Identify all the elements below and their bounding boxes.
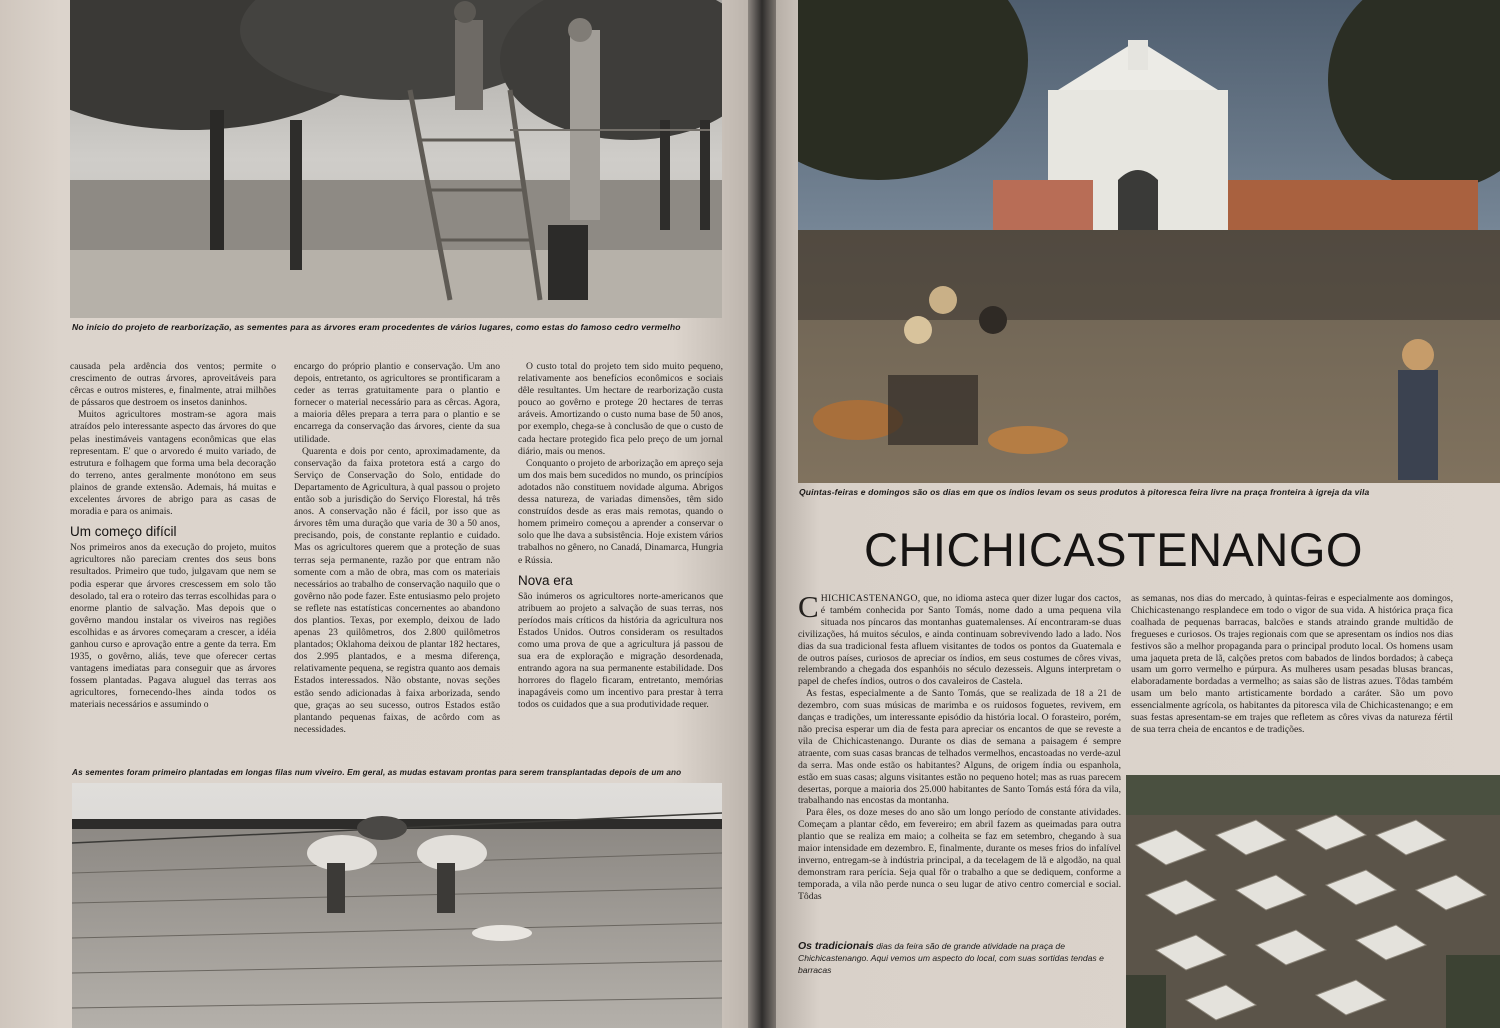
church-photo-caption: Quintas-feiras e domingos são os dias em que os índios levam os seus produtos à pitoresca feira livre na praça fronteira à igreja da vila xyxy=(799,487,1370,497)
market-figure-caption xyxy=(798,940,1133,976)
paragraph: Para êles, os doze meses do ano são um longo período de constante atividades. Começam a plantar cêdo, em fevereiro; em abril fazem as queimadas para outra plantio que se realiza em maio; a colheita se faz em setembro, chegando à sua maior intensidade em dezembro. E, finalmente, durante os meses frios do infalível inverno, entregam-se à indústria principal, a da tecelagem de lã e algodão, na qual demonstram rara perícia. Seja qual fôr o trabalho a que se dediquem, conforme a temporada, a vila não perde nunca o seu lugar de ativo centro comercial e social. Tôdas xyxy=(798,807,1121,902)
paragraph: Muitos agricultores mostram-se agora mais atraídos pelo interessante aspecto das árvores do que pelas inestimáveis vantagens econômicas que elas representam. E' que o arvoredo é muito variado, de estrutura e folhagem que forma uma bela decoração do terreno, antes geralmente monótono em seus plainos de grande extensão. Ademais, há muitas e excelentes árvores de abrigo para as casas de moradia e para os animais. xyxy=(70,409,276,518)
article-title: CHICHICASTENANGO xyxy=(864,523,1363,576)
paragraph: encargo do próprio plantio e conservação. Um ano depois, entretanto, os agricultores se prontificaram a ceder as terras gratuitamente para o plantio e fornecer o material necessário para as cêrcas. Agora, a maioria dêles prepara a terra para o plantio e se encarrega da conservação das árvores, ciente da sua utilidade. xyxy=(294,361,500,445)
figure-caption-lead: Os tradicionais xyxy=(798,940,874,952)
paragraph: O custo total do projeto tem sido muito pequeno, relativamente aos benefícios econômicos e sociais dêle resultantes. Um hectare de rearborização custa pouco ao govêrno e protege 20 hectares de terras aráveis. Amortizando o custo numa base de 50 anos, por exemplo, chega-se à conclusão de que o custo de cada hectare protegido fica pelo preço de um jornal diário, mais ou menos. xyxy=(518,361,723,457)
paragraph: Nos primeiros anos da execução do projeto, muitos agricultores não pareciam crentes dos seus bons resultados. Primeiro que tudo, julgavam que nem se podia esperar que árvores crescessem em solo tão desolado, tal era o roteiro das terras escolhidas para o enorme plantio de salvação. Mas depois que o govêrno mandou instalar os viveiros nas regiões escolhidas e as árvores começaram a crescer, a idéia ganhou curso e aprovação entre a gente da terra. Em 1935, o govêrno, aliás, teve que oferecer certas vantagens imediatas para conseguir que as árvores fossem plantadas. Pagava aluguel das terras aos agricultores, fornecendo-lhes ainda todos os materiais necessários e assumindo o xyxy=(70,542,276,711)
paragraph: As festas, especialmente a de Santo Tomás, que se realizada de 18 a 21 de dezembro, com suas músicas de marimba e os ruidosos foguetes, revivem, em danças e tradições, um interessante episódio da história local. O forasteiro, porém, não precisa esperar um dia de festa para apreciar os encantos de que se reveste a vila de Chichicastenango. Durante os dias de semana a paisagem é sempre atraente, com suas casas brancas de telhados vermelhos, encastoadas no verde-azul da serra. Mas onde estão os habitantes? Alguns, de origem índia ou espanhola, estão em suas casas; alguns visitantes estão no pequeno hotel; mas as ruas parecem desertas, porque a maioria dos 25.000 habitantes de Santo Tomás está fóra da vila, trabalhando nas encostas da montanha. xyxy=(798,688,1121,807)
spine-gutter xyxy=(748,0,776,1028)
subheading-um-comeco-dificil: Um começo difícil xyxy=(70,524,177,540)
paragraph: as semanas, nos dias do mercado, à quintas-feiras e especialmente aos domingos, Chichicastenango resplandece em todo o vigor de sua vida. A histórica praça fica coalhada de pequenas barracas, balcões e stands atraindo grande multidão de fregueses e curiosos. Os trajes regionais com que se apresentam os índios nos dias festivos são a melhor propaganda para o principal produto local. Os homens usam uma jaqueta preta de lã, calções pretos com babados de lindos bordados; à cabeça usam um gorro vermelho e púrpura. As mulheres usam pesadas blusas brancas, elaboradamente bordadas a vermelho; as saias são de listras azues. Tôdas também usam um belo manto artisticamente bordado a caráter. São um povo essencialmente agrícola, os habitantes da pitoresca vila de Chichicastenango; e em suas festas apresentam-se em trajes que refletem as côres vivas da natureza fértil de sua terra cheia de encantos e de tradições. xyxy=(1131,593,1453,735)
paragraph: Conquanto o projeto de arborização em apreço seja um dos mais bem sucedidos no mundo, os princípios adotados não constituem novidade alguma. Abrigos dessa natureza, de variadas dimensões, têm sido construídos desde as eras mais remotas, quando o homem primeiro começou a aprender a conservar o solo que lhe dava a subsistência. Hoje existem vários trabalhos no gênero, no Canadá, Dinamarca, Hungria e Rússia. xyxy=(518,457,723,566)
left-column-1 xyxy=(70,361,276,712)
right-page xyxy=(776,0,1500,1028)
lead-text: , que, no idioma asteca quer dizer lugar dos cactos, é também conhecida por Santo Tomás, nome dado a uma pequena vila situada nos píncaros das montanhas guatemalenses. Aí encontraram-se duas civilizações, há muitos séculos, e ainda continuam sobrevivendo lado a lado. Nos dias da sua tradicional festa afluem visitantes de todos os pontos da Guatemala e de outros países, curiosos de apreciar os índios, em seus costumes de côres vivas, relembrando a chegada dos espanhóis no século dezesseis. Alguns interpretam o papel de chefes índios, outros o dos cavaleiros de Castela. xyxy=(798,593,1121,688)
market-church-photo xyxy=(798,0,1500,483)
field-planting-photo xyxy=(72,783,722,1028)
subheading-nova-era: Nova era xyxy=(518,572,573,588)
market-tents-photo xyxy=(1126,775,1500,1028)
paragraph: causada pela ardência dos ventos; permite o crescimento de outras árvores, aproveitáveis para cêrcas e outros misteres, e, finalmente, atrai milhões de pássaros que destroem os insetos daninhos. xyxy=(70,361,276,409)
tree-planting-photo xyxy=(70,0,722,318)
top-photo-caption: No início do projeto de rearborização, as sementes para as árvores eram procedentes de vários lugares, como estas do famoso cedro vermelho xyxy=(72,322,681,332)
right-column-2 xyxy=(1131,593,1453,736)
right-column-1 xyxy=(798,589,1121,903)
bottom-photo-caption: As sementes foram primeiro plantadas em longas filas num viveiro. Em geral, as mudas estavam prontas para serem transplantadas depois de um ano xyxy=(72,768,682,777)
figure-caption-text: dias da feira são de grande atividade na praça de Chichicastenango. Aqui vemos um aspecto do local, com suas sortidas tendas e barracas xyxy=(798,941,1104,975)
left-page xyxy=(0,0,748,1028)
drop-cap: C xyxy=(798,589,819,624)
left-column-3 xyxy=(518,361,723,712)
lead-paragraph xyxy=(798,589,1121,688)
left-column-2 xyxy=(294,361,500,736)
paragraph: São inúmeros os agricultores norte-americanos que atribuem ao projeto a salvação de suas terras, nos períodos mais críticos da história da agricultura nos Estados Unidos. Outros consideram os resultados como uma prova de que a agricultura já passou de sua era de exploração e migração desordenada, entrando agora na sua permanente estabilidade. Dos horrores do flagelo ficaram, entretanto, memórias inapagáveis como um incentivo para prestar à terra todos os cuidados que a sua produtividade requer. xyxy=(518,590,723,711)
lead-word: HICHICASTENANGO xyxy=(820,593,918,604)
paragraph: Quarenta e dois por cento, aproximadamente, da conservação da faixa protetora está a cargo do Serviço de Conservação do Solo, entidade do Departamento de Agricultura, à qual passou o projeto então sob a jurisdição do Serviço Florestal, há três anos. A conservação não é fácil, por isso que as árvores têm uma duração que varia de 30 a 50 anos, precisando, pois, de constante replantio e cuidado. Mas os agricultores querem que a proteção de suas terras seja permanente, razão por que entram não somente com a mão de obra, mas com os materiais necessários ao trabalho de conservação naquilo que o govêrno não pode fazer. Este entusiasmo pelo projeto se reflete nas estatísticas concernentes ao abandono dos plantios. Texas, por exemplo, deixou de lado apenas 23 quilômetros, dos 2.800 quilômetros plantados; Oklahoma deixou de plantar 182 hectares, dos 2.995 plantados, e a mesma diferença, relativamente pequena, se registra quanto aos demais Estados interessados. Não obstante, novas seções estão sendo adicionadas à faixa arborizada, sendo que, graças ao seu sucesso, outros Estados estão plantando pequenas faixas, de acôrdo com as necessidades. xyxy=(294,445,500,735)
